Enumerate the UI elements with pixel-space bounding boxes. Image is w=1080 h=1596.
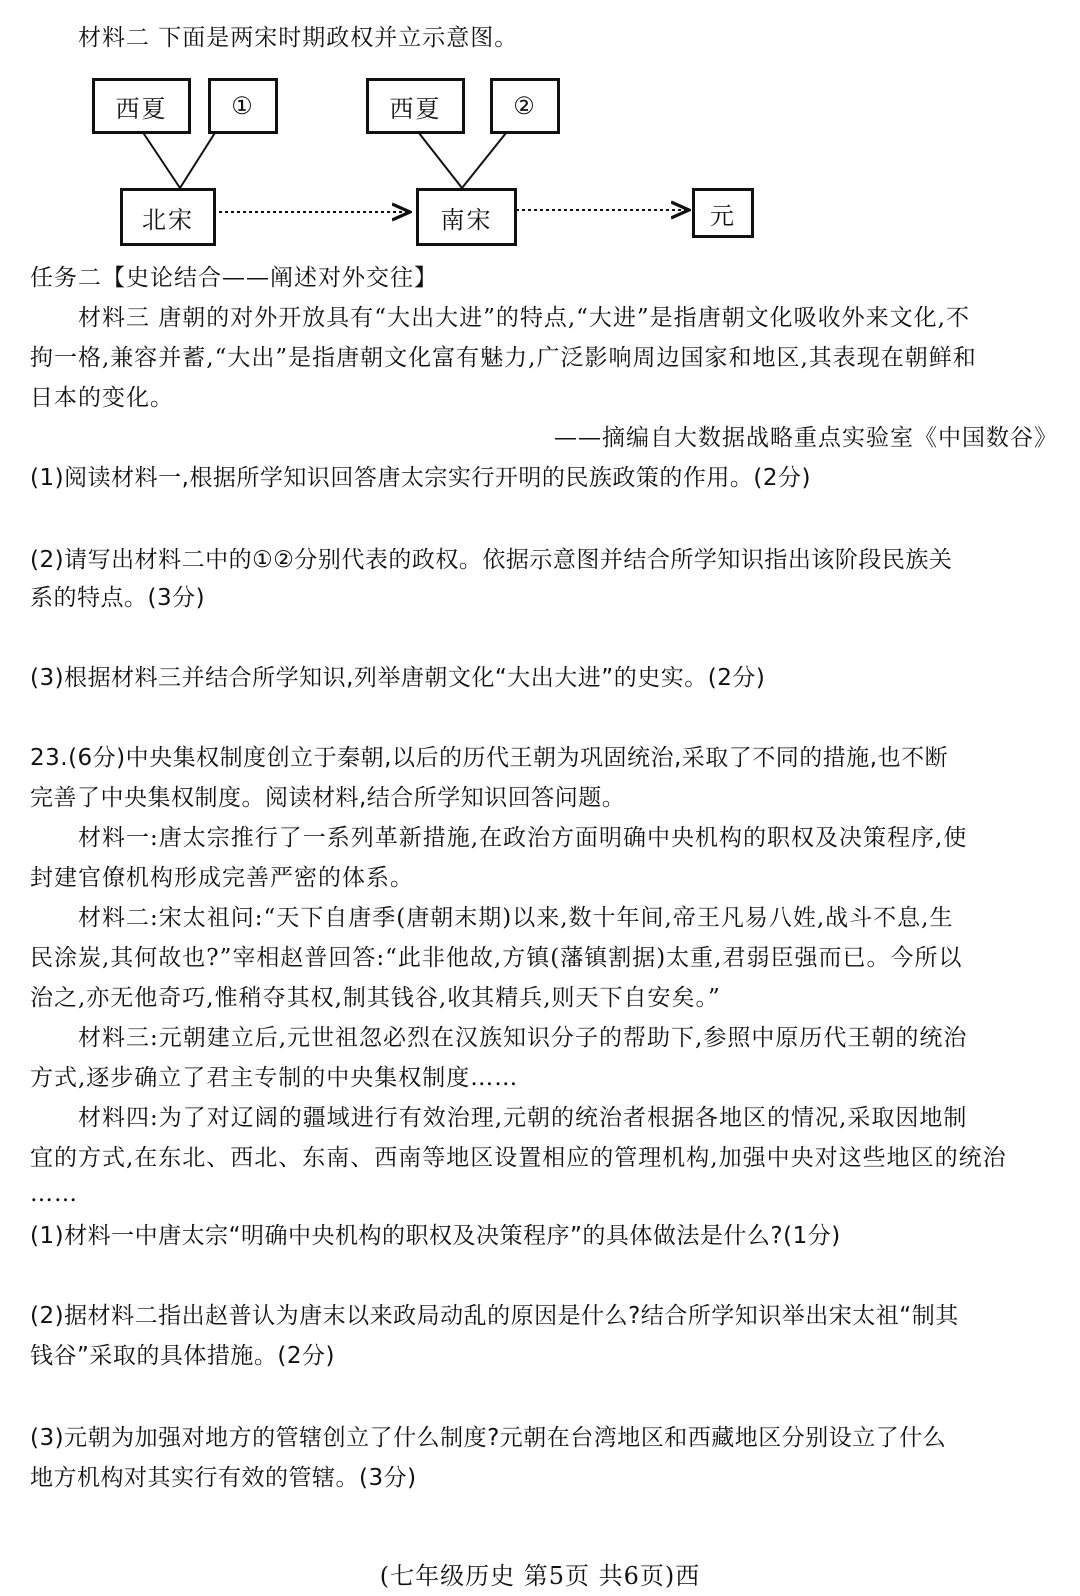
- material3-line: 日本的变化。: [30, 385, 174, 411]
- link-1-beisong: [180, 128, 218, 188]
- q23-question-3: 地方机构对其实行有效的管辖。(3分): [30, 1465, 417, 1491]
- task2-heading: 任务二【史论结合——阐述对外交往】: [30, 265, 438, 291]
- task2-question-3: (3)根据材料三并结合所学知识,列举唐朝文化“大出大进”的史实。(2分): [30, 665, 766, 691]
- task2-question-1: (1)阅读材料一,根据所学知识回答唐太宗实行开明的民族政策的作用。(2分): [30, 465, 811, 491]
- q23-material3: 材料三:元朝建立后,元世祖忽必烈在汉族知识分子的帮助下,参照中原历代王朝的统治: [78, 1025, 968, 1051]
- link-2-nansong: [462, 128, 510, 188]
- q23-question-1: (1)材料一中唐太宗“明确中央机构的职权及决策程序”的具体做法是什么?(1分): [30, 1223, 841, 1249]
- box-yuan: 元: [692, 188, 754, 238]
- q23-material4: ……: [30, 1181, 78, 1207]
- material2-intro: 材料二 下面是两宋时期政权并立示意图。: [78, 25, 519, 51]
- q23-material1: 材料一:唐太宗推行了一系列革新措施,在政治方面明确中央机构的职权及决策程序,使: [78, 825, 968, 851]
- box-regime-2: ②: [490, 78, 560, 134]
- material3-line: 拘一格,兼容并蓄,“大出”是指唐朝文化富有魅力,广泛影响周边国家和地区,其表现在朝鲜和: [30, 345, 977, 371]
- q23-material4: 宜的方式,在东北、西北、东南、西南等地区设置相应的管理机构,加强中央对这些地区的统治: [30, 1145, 1007, 1171]
- q23-material2: 材料二:宋太祖问:“天下自唐季(唐朝末期)以来,数十年间,帝王凡易八姓,战斗不息,生: [78, 905, 954, 931]
- q23-question-3: (3)元朝为加强对地方的管辖创立了什么制度?元朝在台湾地区和西藏地区分别设立了什么: [30, 1425, 947, 1451]
- q23-intro: 完善了中央集权制度。阅读材料,结合所学知识回答问题。: [30, 785, 626, 811]
- link-xixia-beisong: [140, 128, 180, 188]
- q23-question-2: (2)据材料二指出赵普认为唐末以来政局动乱的原因是什么?结合所学知识举出宋太祖“制其: [30, 1303, 959, 1329]
- link-xixia-nansong: [415, 128, 462, 188]
- box-xixia-2: 西夏: [366, 78, 465, 134]
- q23-material3: 方式,逐步确立了君主专制的中央集权制度……: [30, 1065, 519, 1091]
- page-footer: (七年级历史 第5页 共6页)西: [379, 1562, 701, 1590]
- q23-question-2: 钱谷”采取的具体措施。(2分): [30, 1343, 335, 1369]
- q23-material2: 民涂炭,其何故也?”宰相赵普回答:“此非他故,方镇(藩镇割据)太重,君弱臣强而已。今所以: [30, 945, 963, 971]
- box-xixia-1: 西夏: [92, 78, 191, 134]
- q23-material2: 治之,亦无他奇巧,惟稍夺其权,制其钱谷,收其精兵,则天下自安矣。”: [30, 985, 721, 1011]
- q23-material1: 封建官僚机构形成完善严密的体系。: [30, 865, 414, 891]
- task2-question-2: 系的特点。(3分): [30, 585, 206, 611]
- q23-intro: 23.(6分)中央集权制度创立于秦朝,以后的历代王朝为巩固统治,采取了不同的措施,也不断: [30, 745, 949, 771]
- q23-material4: 材料四:为了对辽阔的疆域进行有效治理,元朝的统治者根据各地区的情况,采取因地制: [78, 1105, 968, 1131]
- box-beisong: 北宋: [120, 188, 216, 246]
- box-regime-1: ①: [208, 78, 278, 134]
- material3-source: ——摘编自大数据战略重点实验室《中国数谷》: [554, 425, 1058, 451]
- material3-line: 材料三 唐朝的对外开放具有“大出大进”的特点,“大进”是指唐朝文化吸收外来文化,不: [78, 305, 970, 331]
- box-nansong: 南宋: [416, 188, 517, 246]
- task2-question-2: (2)请写出材料二中的①②分别代表的政权。依据示意图并结合所学知识指出该阶段民族关: [30, 547, 953, 573]
